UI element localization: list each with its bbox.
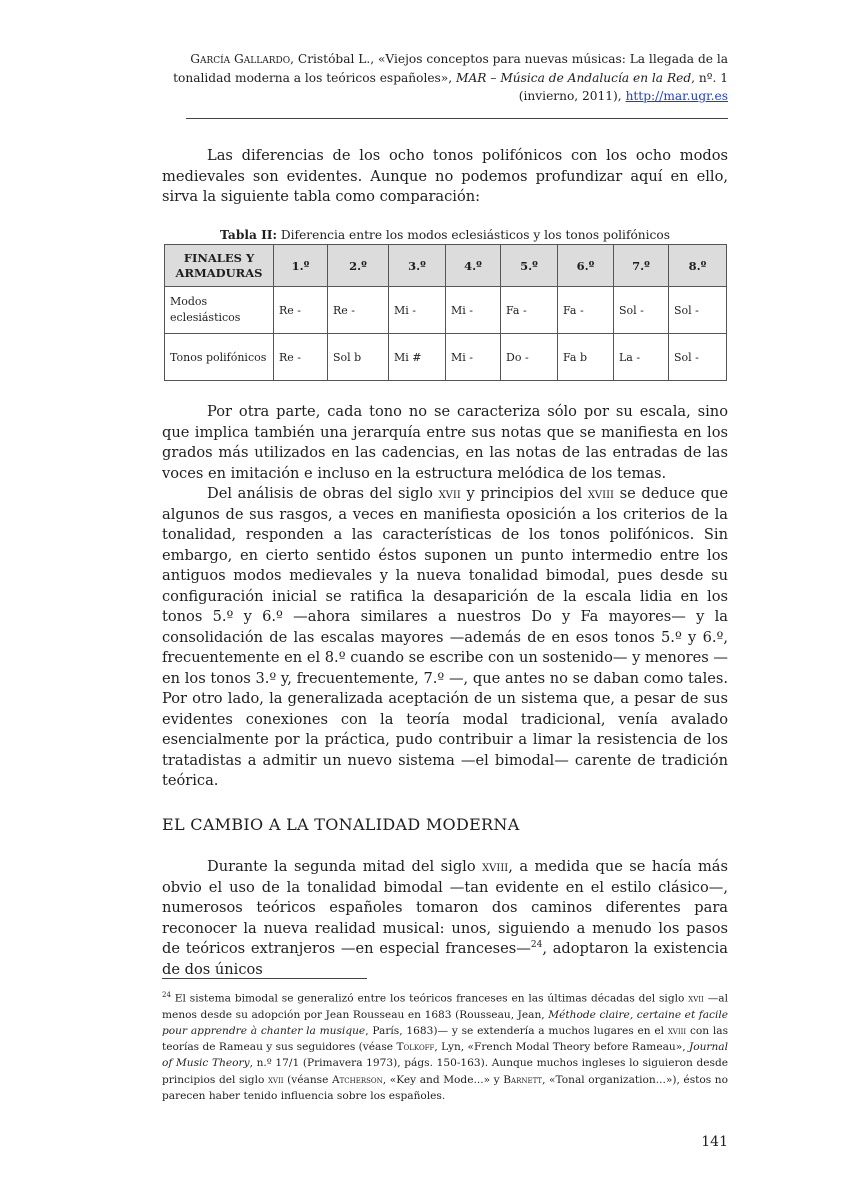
table-cell: Re - xyxy=(328,287,389,334)
running-header xyxy=(160,50,728,106)
header-journal: MAR – Música de Andalucía en la Red xyxy=(456,70,692,85)
table-row-label: Modos eclesiásticos xyxy=(165,287,274,334)
table-row xyxy=(165,334,727,381)
table-cell: Mi - xyxy=(446,334,501,381)
body-paragraph: Del análisis de obras del siglo xvii y principios del xviii se deduce que algunos de sus rasgos, a veces en manifiesta oposición a los criterios de la tonalidad, responden a las características de los tonos polifónicos. Sin embargo, en cierto sentido éstos suponen un punto intermedio entre los antiguos modos medievales y la nueva tonalidad bimodal, pues desde su configuración inicial se ratifica la desaparición de la escala lidia en los tonos 5.º y 6.º —ahora similares a nuestros Do y Fa mayores— y la consolidación de las escalas mayores —además de en esos tonos 5.º y 6.º, frecuentemente en el 8.º cuando se escribe con un sostenido— y menores —en los tonos 3.º y, frecuentemente, 7.º —, que antes no se daban como tales. Por otro lado, la generalizada aceptación de un sistema que, a pesar de sus evidentes conexiones con la teoría modal tradicional, venía avalado esencialmente por la práctica, pudo contribuir a limar la resistencia de los tratadistas a admitir un nuevo sistema —el bimodal— carente de tradición teórica. xyxy=(162,485,728,789)
footnote-rule xyxy=(162,978,367,979)
footnote: $^{24}$ El sistema bimodal se generalizó entre los teóricos franceses en las últimas décadas del siglo xvii —al menos desde su adopción por Jean Rousseau en 1683 (Rousseau, Jean, Méthode claire, certaine et facile pour apprendre à chanter la musique, París, 1683)— y se extendería a muchos lugares en el xviii con las teorías de Rameau y sus seguidores (véase Tolkoff, Lyn, «French Modal Theory before Rameau», Journal of Music Theory, n.º 17/1 (Primavera 1973), págs. 150-163). Aunque muchos ingleses lo siguieron desde principios del siglo xvii (véanse Atcherson, «Key and Mode...» y Barnett, «Tonal organization...»), éstos no parecen haber tenido influencia sobre los españoles. xyxy=(162,991,729,1102)
table-header-cell: 7.º xyxy=(614,245,669,287)
century-numeral: xviii xyxy=(587,485,615,502)
table-row xyxy=(165,287,727,334)
footnote-author: Atcherson xyxy=(331,1073,383,1086)
table-cell: Sol - xyxy=(614,287,669,334)
footnote-reference[interactable]: 24 xyxy=(530,940,543,951)
table-cell: Fa - xyxy=(501,287,558,334)
table-header-row xyxy=(165,245,727,287)
footnote-author: Barnett xyxy=(503,1073,543,1086)
table-cell: Mi # xyxy=(389,334,446,381)
header-url-link[interactable]: http://mar.ugr.es xyxy=(625,89,728,103)
footnote-title: Méthode claire, certaine et facile pour apprendre à chanter la musique xyxy=(162,1008,728,1037)
page-number: 141 xyxy=(701,1134,728,1150)
century-numeral: xviii xyxy=(482,858,509,875)
intro-paragraph: Las diferencias de los ocho tonos polifónicos con los ocho modos medievales son evidentes. Aunque no podemos profundizar aquí en ello, sirva la siguiente tabla como comparación: xyxy=(162,147,728,205)
table-header-cell: FINALES Y ARMADURAS xyxy=(165,245,274,287)
footnote-number: 24 xyxy=(162,991,171,999)
body-paragraph: Durante la segunda mitad del siglo xviii, a medida que se hacía más obvio el uso de la tonalidad bimodal —tan evidente en el estilo clásico—, numerosos teóricos españoles tomaron dos caminos diferentes para reconocer la nueva realidad musical: unos, siguiendo a menudo los pasos de teóricos extranjeros —en especial franceses—$^{24}$, adoptaron la existencia de dos únicos xyxy=(162,858,728,978)
table-header-cell: 6.º xyxy=(558,245,614,287)
header-citation: , Cristóbal L., «Viejos conceptos para nuevas músicas: La llegada de la tonalidad moderna a los teóricos españoles», xyxy=(173,52,728,85)
table-caption-text: Diferencia entre los modos eclesiásticos y los tonos polifónicos xyxy=(277,228,670,242)
table-header-cell: 4.º xyxy=(446,245,501,287)
footnote-author: Tolkoff xyxy=(396,1041,435,1054)
table-cell: Sol - xyxy=(669,287,727,334)
table-header-cell: 2.º xyxy=(328,245,389,287)
table-cell: Sol b xyxy=(328,334,389,381)
table-cell: Re - xyxy=(274,334,328,381)
table-cell: Re - xyxy=(274,287,328,334)
footnote-title: Journal of Music Theory xyxy=(162,1041,728,1070)
section-title: EL CAMBIO A LA TONALIDAD MODERNA xyxy=(162,815,520,834)
table-cell: Do - xyxy=(501,334,558,381)
table-header-cell: 3.º xyxy=(389,245,446,287)
table-cell: Mi - xyxy=(446,287,501,334)
table-caption xyxy=(162,226,728,244)
table-header-cell: 5.º xyxy=(501,245,558,287)
century-numeral: xvii xyxy=(438,485,461,502)
table-header-cell: 8.º xyxy=(669,245,727,287)
table-cell: Sol - xyxy=(669,334,727,381)
table-cell: Fa b xyxy=(558,334,614,381)
header-issue: , nº. 1 (invierno, 2011), xyxy=(518,70,728,103)
header-rule xyxy=(186,118,728,119)
table-cell: Fa - xyxy=(558,287,614,334)
comparison-table xyxy=(164,244,727,381)
body-paragraph: Por otra parte, cada tono no se caracteriza sólo por su escala, sino que implica también una jerarquía entre sus notas que se manifiesta en los grados más utilizados en las cadencias, en las notas de las entradas de las voces en imitación e incluso en la estructura melódica de los temas. xyxy=(162,403,728,482)
table-cell: La - xyxy=(614,334,669,381)
header-author: García Gallardo xyxy=(190,52,291,66)
table-header-cell: 1.º xyxy=(274,245,328,287)
table-cell: Mi - xyxy=(389,287,446,334)
table-row-label: Tonos polifónicos xyxy=(165,334,274,381)
table-caption-label: Tabla II: xyxy=(220,228,278,242)
